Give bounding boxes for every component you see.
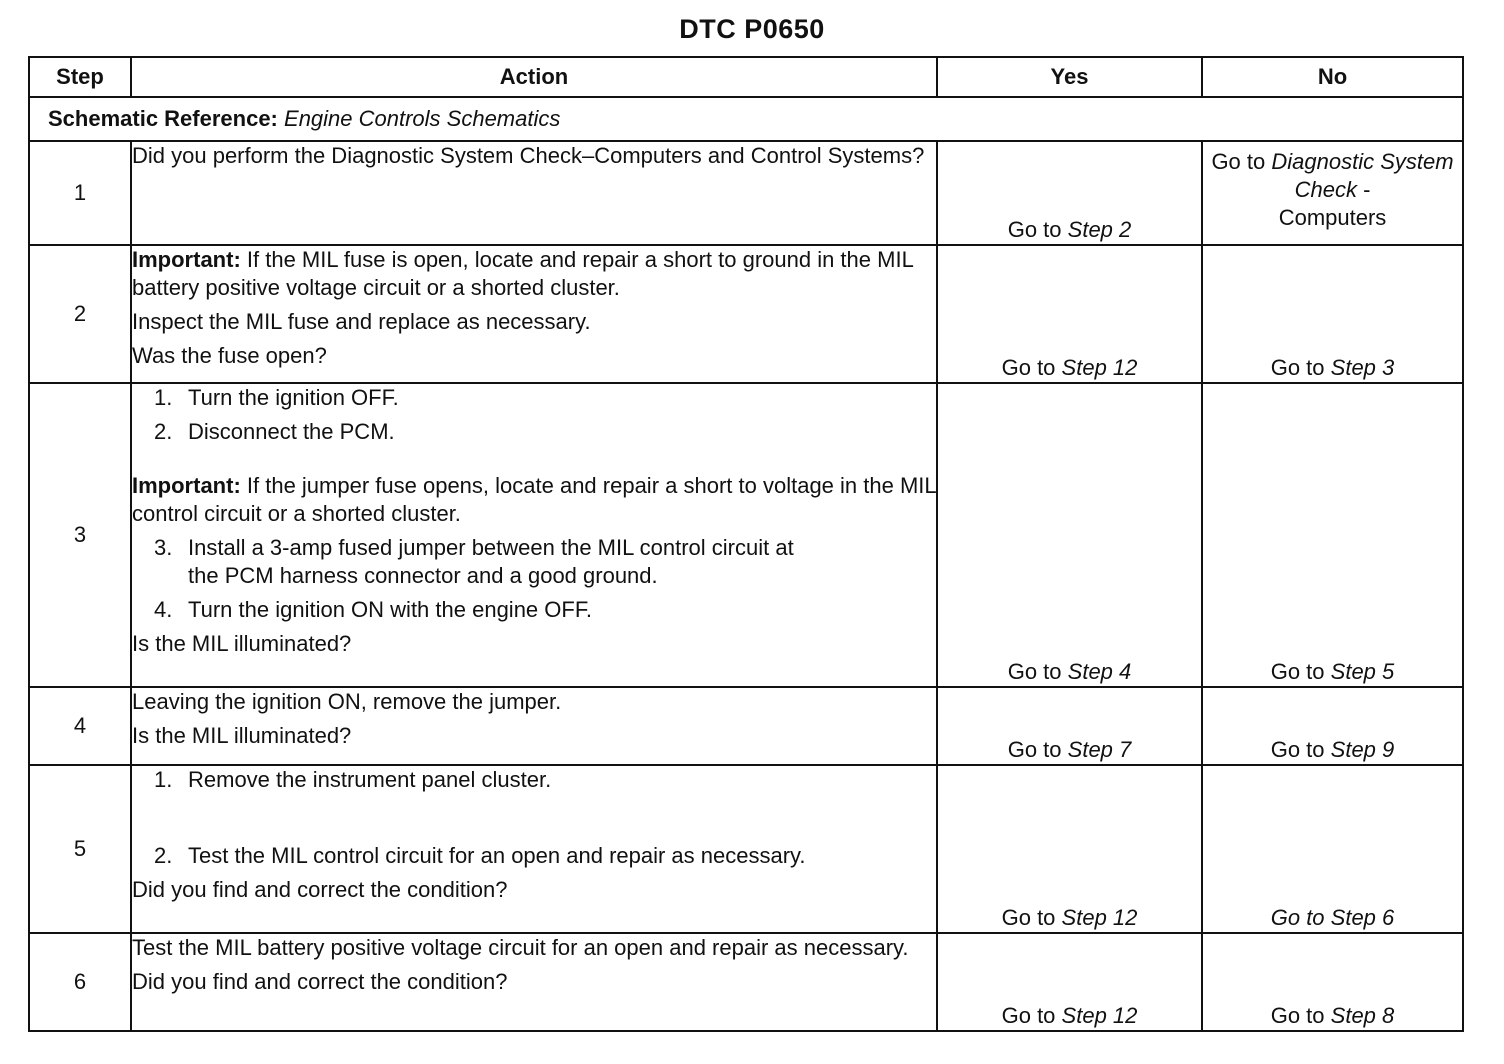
no-prefix: Go to [1270,737,1325,762]
action-text: Did you perform the Diagnostic System Check–Computers and Control Systems? [132,143,925,168]
action-text: Inspect the MIL fuse and replace as necessary. [132,309,591,334]
table-row [29,687,1463,765]
item-text: Install a 3-amp fused jumper between the MIL control circuit at [188,535,794,560]
no-target: Step 3 [1330,355,1395,380]
action-text: Test the MIL battery positive voltage circuit for an open and repair as necessary. [132,935,909,960]
item-number: 2. [154,419,173,444]
no-target: Go to Step 6 [1270,905,1395,930]
step-action [131,933,937,1031]
numbered-item [132,766,936,794]
no-result [1202,687,1463,765]
table-header-row [29,57,1463,97]
item-text: Remove the instrument panel cluster. [188,767,552,792]
step-number: 4 [29,687,131,765]
table-row [29,141,1463,245]
yes-target: Step 2 [1067,217,1132,242]
question-text: Is the MIL illuminated? [132,631,352,656]
no-result [1202,933,1463,1031]
step-number: 6 [29,933,131,1031]
step-action [131,765,937,933]
important-label: Important: [132,247,241,272]
item-number: 3. [154,535,173,560]
schematic-reference-row [29,97,1463,141]
no-dash: - [1363,177,1371,202]
yes-prefix: Go to [1007,217,1062,242]
no-result [1202,141,1463,245]
item-number: 4. [154,597,173,622]
important-note [132,246,936,302]
action-text: Leaving the ignition ON, remove the jumper. [132,689,562,714]
step-action [131,687,937,765]
item-text: Disconnect the PCM. [188,419,395,444]
item-text: Turn the ignition ON with the engine OFF. [188,597,592,622]
step-number: 1 [29,141,131,245]
schematic-reference-label: Schematic Reference: [48,106,278,131]
step-number: 5 [29,765,131,933]
yes-prefix: Go to [1007,659,1062,684]
table-row [29,765,1463,933]
step-number: 2 [29,245,131,383]
header-no: No [1202,57,1463,97]
numbered-item [132,534,936,590]
no-prefix: Go to [1211,149,1266,174]
yes-target: Step 12 [1061,905,1138,930]
item-number: 2. [154,843,173,868]
no-result [1202,383,1463,687]
yes-prefix: Go to [1001,905,1056,930]
no-target: Step 8 [1330,1003,1395,1028]
numbered-item [132,842,936,870]
table-row [29,933,1463,1031]
no-result [1202,245,1463,383]
no-prefix: Go to [1270,355,1325,380]
numbered-item [132,384,936,412]
step-number: 3 [29,383,131,687]
important-label: Important: [132,473,241,498]
no-result [1202,765,1463,933]
no-prefix: Go to [1270,659,1325,684]
header-action: Action [131,57,937,97]
yes-prefix: Go to [1007,737,1062,762]
no-prefix: Go to [1270,1003,1325,1028]
yes-result [937,933,1202,1031]
yes-target: Step 12 [1061,1003,1138,1028]
yes-result [937,765,1202,933]
yes-prefix: Go to [1001,1003,1056,1028]
question-text: Did you find and correct the condition? [132,877,508,902]
yes-result [937,245,1202,383]
yes-result [937,141,1202,245]
item-text-continued: the PCM harness connector and a good ground. [188,563,658,588]
step-action [131,383,937,687]
step-action [131,245,937,383]
important-note [132,472,936,528]
yes-result [937,687,1202,765]
header-yes: Yes [937,57,1202,97]
item-number: 1. [154,385,173,410]
table-row [29,245,1463,383]
schematic-reference [29,97,1463,141]
question-text: Was the fuse open? [132,343,327,368]
step-action [131,141,937,245]
item-text: Test the MIL control circuit for an open and repair as necessary. [188,843,806,868]
yes-target: Step 12 [1061,355,1138,380]
no-target: Diagnostic System Check [1271,149,1454,202]
yes-target: Step 4 [1067,659,1132,684]
item-number: 1. [154,767,173,792]
no-target: Step 9 [1330,737,1395,762]
page-title: DTC P0650 [679,14,825,44]
no-target: Step 5 [1330,659,1395,684]
header-step: Step [29,57,131,97]
table-row [29,383,1463,687]
schematic-reference-value: Engine Controls Schematics [284,106,561,131]
diagnostic-table [28,56,1464,1032]
yes-prefix: Go to [1001,355,1056,380]
yes-target: Step 7 [1067,737,1132,762]
important-text: If the MIL fuse is open, locate and repair a short to ground in the MIL battery positive voltage circuit or a shorted cluster. [132,247,913,300]
no-suffix: Computers [1278,205,1387,230]
item-text: Turn the ignition OFF. [188,385,399,410]
question-text: Did you find and correct the condition? [132,969,508,994]
question-text: Is the MIL illuminated? [132,723,352,748]
numbered-item [132,418,936,446]
numbered-item [132,596,936,624]
important-text: If the jumper fuse opens, locate and repair a short to voltage in the MIL control circuit or a shorted cluster. [132,473,936,526]
yes-result [937,383,1202,687]
